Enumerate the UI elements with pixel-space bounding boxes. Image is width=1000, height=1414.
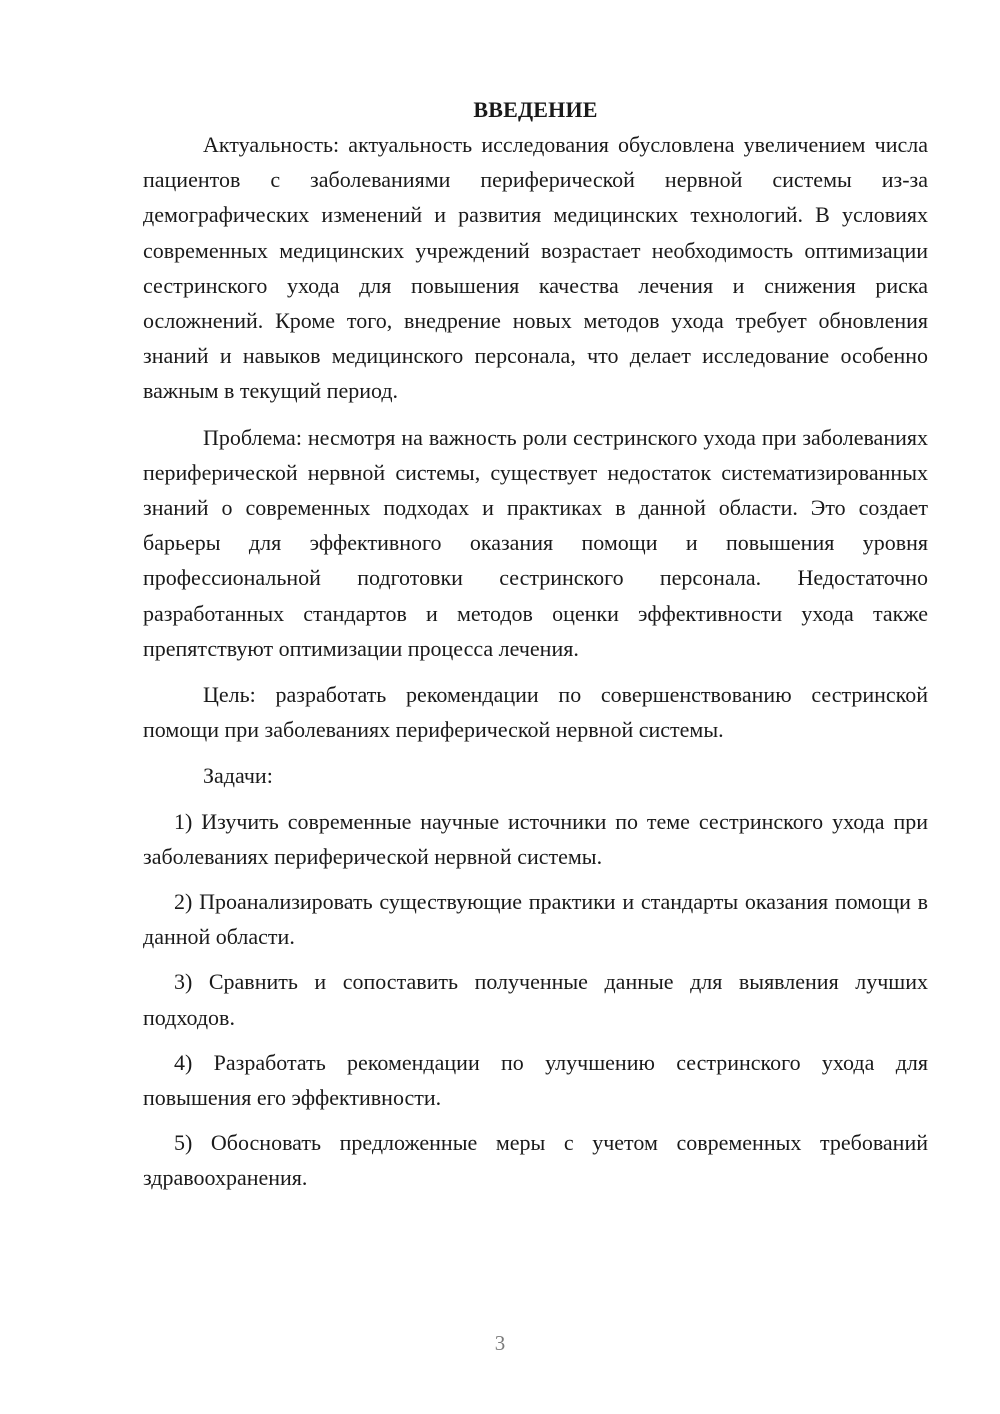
task-item: 1) Изучить современные научные источники по теме сестринского ухода при заболеваниях периферической нервной системы. <box>143 808 928 869</box>
task-item: 3) Сравнить и сопоставить полученные данные для выявления лучших подходов. <box>143 969 928 1030</box>
section-heading: ВВЕДЕНИЕ <box>473 97 598 122</box>
task-item: 5) Обосновать предложенные меры с учетом современных требований здравоохранения. <box>143 1130 928 1191</box>
task-item: 2) Проанализировать существующие практики и стандарты оказания помощи в данной области. <box>143 889 928 950</box>
problem-paragraph: Проблема: несмотря на важность роли сестринского ухода при заболеваниях периферической нервной системы, существует недостаток систематизированных знаний о современных подходах и практиках в данной области. Это создает барьеры для эффективного оказания помощи и повышения уровня профессиональной подготовки сестринского персонала. Недостаточно разработанных стандартов и методов оценки эффективности ухода также препятствуют оптимизации процесса лечения. <box>143 424 928 661</box>
goal-paragraph: Цель: разработать рекомендации по совершенствованию сестринской помощи при заболеваниях периферической нервной системы. <box>143 682 928 743</box>
task-item: 4) Разработать рекомендации по улучшению сестринского ухода для повышения его эффективности. <box>143 1049 928 1111</box>
document-page <box>143 92 928 1196</box>
relevance-paragraph: Актуальность: актуальность исследования обусловлена увеличением числа пациентов с заболеваниями периферической нервной системы из-за демографических изменений и развития медицинских технологий. В условиях современных медицинских учреждений возрастает необходимость оптимизации сестринского ухода для повышения качества лечения и снижения риска осложнений. Кроме того, внедрение новых методов ухода требует обновления знаний и навыков медицинского персонала, что делает исследование особенно важным в текущий период. <box>143 132 928 404</box>
tasks-list <box>143 804 928 1196</box>
page-number: 3 <box>494 1331 506 1355</box>
tasks-label: Задачи: <box>203 763 273 789</box>
